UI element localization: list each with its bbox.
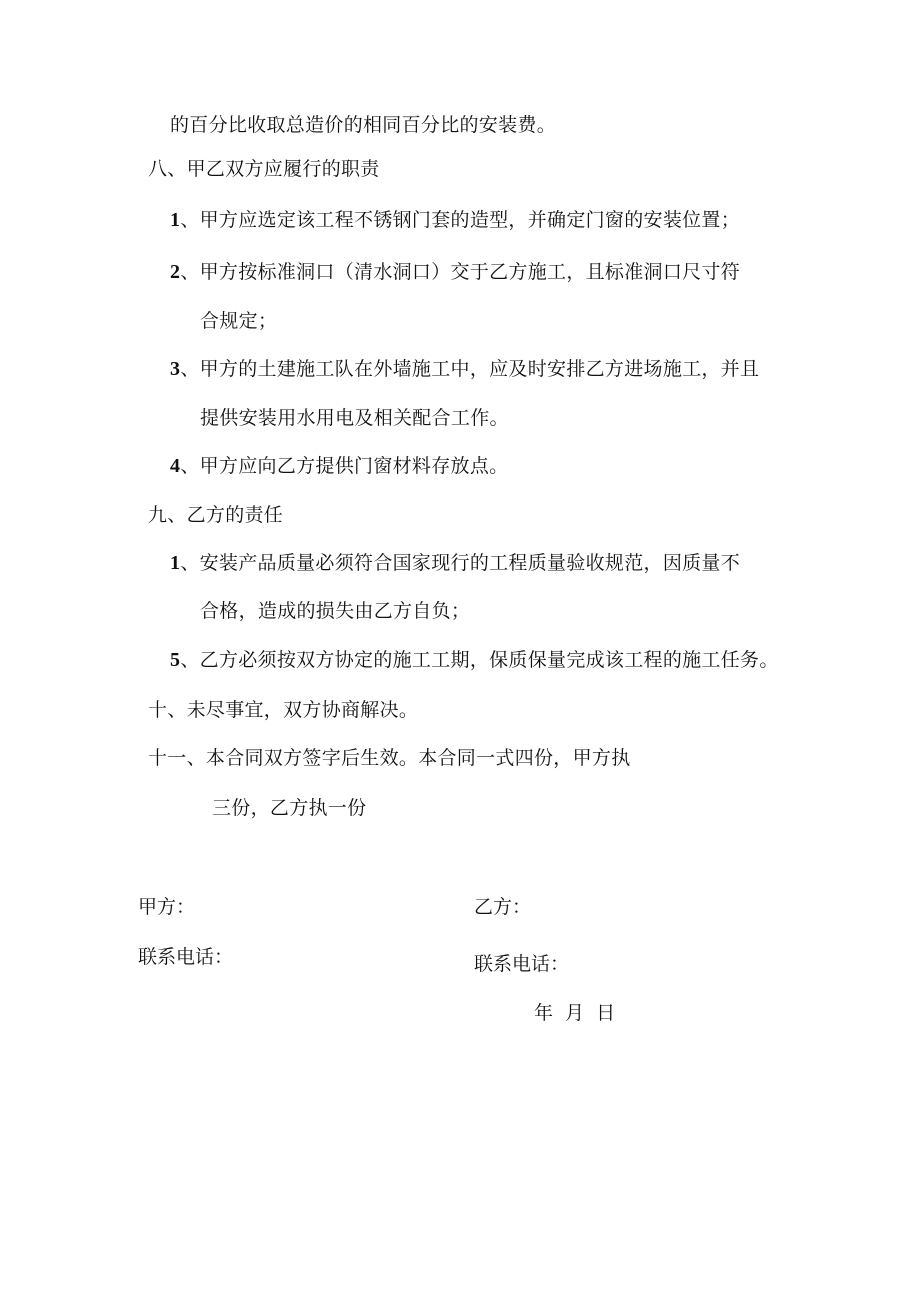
party-b-phone-label: 联系电话： [474,953,570,975]
section-heading-10 [148,698,418,722]
line-text: 、乙方必须按双方协定的施工工期，保质保量完成该工程的施工任务。 [180,649,779,671]
item-number: 1 [170,209,181,231]
line-text: 八、甲乙双方应履行的职责 [148,158,380,180]
list-item [170,648,779,672]
item-number: 3 [170,358,181,380]
item-number: 4 [170,455,181,477]
list-item [170,357,759,381]
line-text: 的百分比收取总造价的相同百分比的安装费。 [170,114,557,136]
item-number: 5 [170,649,181,671]
line-text: 、安装产品质量必须符合国家现行的工程质量验收规范，因质量不 [180,552,741,574]
line-text: 、甲方的土建施工队在外墙施工中，应及时安排乙方进场施工，并且 [180,358,760,380]
party-b-label: 乙方： [474,896,532,918]
text-line [212,796,366,820]
section-heading-9 [148,503,283,527]
line-text: 三份，乙方执一份 [212,797,367,819]
line-text: 合规定； [200,310,278,332]
text-line [200,599,470,623]
item-number: 2 [170,261,181,283]
list-item [170,260,740,284]
party-a-label: 甲方： [138,896,196,918]
list-item [170,208,740,232]
item-number: 1 [170,552,181,574]
line-text: 、甲方按标准洞口（清水洞口）交于乙方施工，且标准洞口尺寸符 [180,261,741,283]
list-item [170,454,508,478]
list-item [170,551,740,575]
section-heading-8 [148,157,380,181]
line-text: 、甲方应选定该工程不锈钢门套的造型，并确定门窗的安装位置； [180,209,741,231]
line-text: 提供安装用水用电及相关配合工作。 [200,407,509,429]
line-text: 十一、本合同双方签字后生效。本合同一式四份，甲方执 [148,747,631,769]
section-heading-11 [148,746,631,770]
party-a-phone-label: 联系电话： [138,946,234,968]
text-line [170,113,556,137]
line-text: 合格，造成的损失由乙方自负； [200,600,471,622]
line-text: 、甲方应向乙方提供门窗材料存放点。 [180,455,509,477]
line-text: 十、未尽事宜，双方协商解决。 [148,699,419,721]
text-line [200,406,509,430]
line-text: 九、乙方的责任 [148,504,284,526]
signing-date: 年 月 日 [534,1002,616,1024]
text-line [200,309,277,333]
